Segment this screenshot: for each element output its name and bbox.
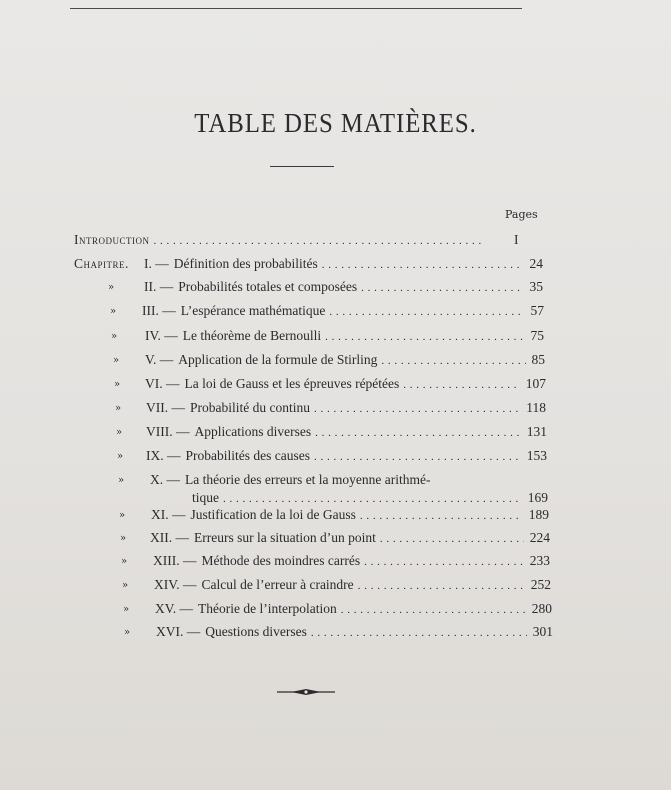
ditto-mark: »	[120, 533, 127, 544]
chapter-page: 57	[530, 303, 544, 318]
dot-leader	[364, 551, 524, 572]
dot-leader	[154, 230, 485, 251]
toc-chapter-line	[153, 551, 550, 571]
dot-leader	[311, 622, 527, 643]
chapter-number: III. —	[142, 303, 176, 318]
chapter-page: 189	[528, 507, 549, 522]
ditto-mark: »	[115, 403, 122, 414]
pages-column-header: Pages	[505, 208, 538, 221]
chapter-title: Applications diverses	[194, 424, 312, 439]
toc-chapter-line	[142, 301, 544, 321]
toc-chapter-line	[155, 599, 552, 619]
chapter-title: Définition des probabilités	[173, 256, 318, 271]
ditto-mark: »	[119, 510, 126, 521]
chapter-page: 301	[532, 624, 553, 639]
chapter-title: Application de la formule de Stirling	[178, 352, 378, 367]
dot-leader	[325, 326, 524, 347]
chapter-title: Probabilités totales et composées	[178, 279, 358, 294]
ditto-mark: »	[108, 282, 115, 293]
chapter-number: VI. —	[145, 376, 180, 391]
dot-leader	[381, 350, 525, 371]
chapter-title: La loi de Gauss et les épreuves répétées	[184, 376, 400, 391]
toc-chapter-line	[145, 326, 544, 346]
chapter-title: Méthode des moindres carrés	[201, 553, 361, 568]
chapter-page: 153	[526, 448, 547, 463]
chapitre-label: Chapitre.	[74, 256, 129, 271]
chapter-number: XI. —	[151, 507, 186, 522]
toc-chapter-line	[144, 254, 543, 274]
chapter-number: VIII. —	[146, 424, 190, 439]
ditto-mark: »	[117, 451, 124, 462]
toc-chapter-line	[151, 505, 549, 525]
chapter-title: La théorie des erreurs et la moyenne arithmé-	[185, 472, 431, 487]
chapter-page: 131	[526, 424, 547, 439]
page-title: TABLE DES MATIÈRES.	[194, 108, 477, 138]
chapter-title: Erreurs sur la situation d’un point	[194, 530, 376, 545]
chapter-number: IX. —	[146, 448, 181, 463]
chapter-page: 35	[529, 279, 543, 294]
toc-chapter-line	[144, 277, 543, 297]
chapter-title-continuation: tique	[192, 490, 219, 505]
chapter-number: IV. —	[145, 328, 178, 343]
ditto-mark: »	[123, 604, 130, 615]
chapter-page: 169	[527, 490, 548, 505]
dot-leader	[314, 446, 521, 467]
chapter-number: X. —	[150, 472, 180, 487]
toc-chapter-line	[156, 622, 553, 642]
chapter-number: XII. —	[150, 530, 189, 545]
chapter-page: 75	[530, 328, 544, 343]
chapter-title: Le théorème de Bernoulli	[182, 328, 322, 343]
ditto-mark: »	[113, 355, 120, 366]
chapter-title: Questions diverses	[205, 624, 307, 639]
toc-introduction	[74, 230, 534, 250]
tailpiece-ornament	[277, 688, 335, 696]
ditto-mark: »	[116, 427, 123, 438]
chapter-number: XVI. —	[156, 624, 201, 639]
chapter-page: 233	[529, 553, 550, 568]
ditto-mark: »	[122, 580, 129, 591]
toc-chapter-line	[150, 470, 431, 490]
chapter-number: V. —	[145, 352, 174, 367]
chapter-page: 118	[526, 400, 546, 415]
dot-leader	[361, 277, 523, 298]
introduction-page: I	[514, 232, 519, 247]
ditto-mark: »	[114, 379, 121, 390]
toc-chapter-line	[146, 446, 547, 466]
introduction-label: Introduction	[74, 232, 150, 247]
toc-chapter-line	[154, 575, 551, 595]
dot-leader	[322, 254, 524, 275]
top-rule	[70, 8, 522, 9]
dot-leader	[341, 599, 526, 620]
chapter-title: L’espérance mathématique	[180, 303, 326, 318]
dot-leader	[358, 575, 525, 596]
toc-chapter-line	[146, 422, 547, 442]
toc-chapter-line	[145, 350, 545, 370]
chapter-number: II. —	[144, 279, 174, 294]
chapter-page: 252	[530, 577, 551, 592]
ditto-mark: »	[118, 475, 125, 486]
chapter-number: XIV. —	[154, 577, 197, 592]
chapter-title: Probabilités des causes	[185, 448, 310, 463]
ditto-mark: »	[124, 627, 131, 638]
chapter-number: VII. —	[146, 400, 185, 415]
chapter-page: 280	[531, 601, 552, 616]
chapter-page: 24	[529, 256, 543, 271]
chapter-title: Probabilité du continu	[190, 400, 310, 415]
chapter-page: 224	[529, 530, 550, 545]
chapter-title: Théorie de l’interpolation	[198, 601, 337, 616]
ditto-mark: »	[111, 331, 118, 342]
dot-leader	[360, 505, 523, 526]
chapter-page: 107	[525, 376, 546, 391]
chapter-title: Calcul de l’erreur à craindre	[201, 577, 354, 592]
chapter-number: XV. —	[155, 601, 194, 616]
toc-chapter-line	[146, 398, 546, 418]
ditto-mark: »	[121, 556, 128, 567]
dot-leader	[329, 301, 524, 322]
chapter-number: XIII. —	[153, 553, 197, 568]
dot-leader	[380, 528, 524, 549]
dot-leader	[315, 422, 521, 443]
chapter-number: I. —	[144, 256, 169, 271]
chapter-title: Justification de la loi de Gauss	[190, 507, 356, 522]
dot-leader	[403, 374, 519, 395]
chapter-page: 85	[531, 352, 545, 367]
toc-chapter-line	[150, 528, 550, 548]
toc-chapter-line	[145, 374, 546, 394]
dot-leader	[314, 398, 520, 419]
title-divider	[270, 166, 334, 167]
ditto-mark: »	[110, 306, 117, 317]
